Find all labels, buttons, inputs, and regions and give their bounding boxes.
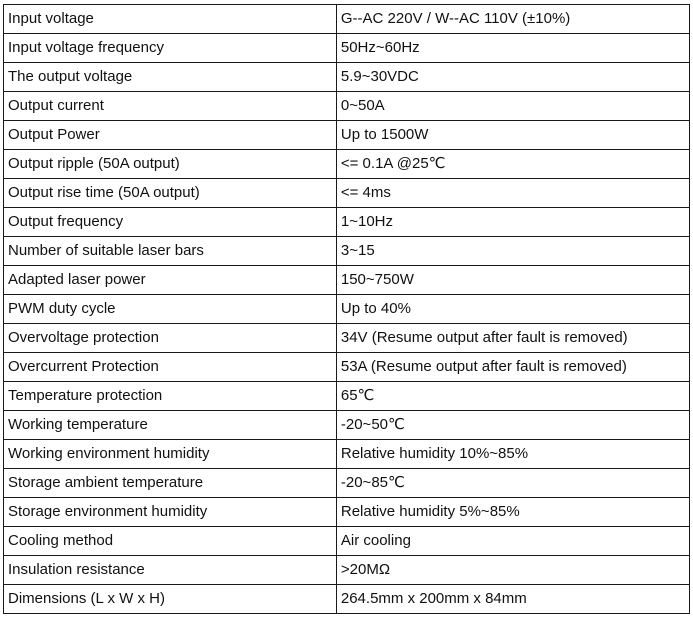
parameter-cell: PWM duty cycle xyxy=(4,295,337,324)
table-row xyxy=(4,556,690,585)
parameter-cell: Output ripple (50A output) xyxy=(4,150,337,179)
value-cell: 264.5mm x 200mm x 84mm xyxy=(336,585,689,614)
table-row xyxy=(4,324,690,353)
parameter-cell: Input voltage frequency xyxy=(4,34,337,63)
value-cell: 50Hz~60Hz xyxy=(336,34,689,63)
value-cell: Relative humidity 5%~85% xyxy=(336,498,689,527)
table-row xyxy=(4,179,690,208)
value-cell: 5.9~30VDC xyxy=(336,63,689,92)
parameter-cell: The output voltage xyxy=(4,63,337,92)
parameter-cell: Output current xyxy=(4,92,337,121)
value-cell: -20~50℃ xyxy=(336,411,689,440)
table-row xyxy=(4,295,690,324)
value-cell: <= 0.1A @25℃ xyxy=(336,150,689,179)
table-row xyxy=(4,411,690,440)
parameter-cell: Dimensions (L x W x H) xyxy=(4,585,337,614)
spec-table xyxy=(3,4,690,614)
parameter-cell: Working temperature xyxy=(4,411,337,440)
table-row xyxy=(4,92,690,121)
parameter-cell: Input voltage xyxy=(4,5,337,34)
spec-table-body xyxy=(4,5,690,614)
value-cell: 1~10Hz xyxy=(336,208,689,237)
parameter-cell: Working environment humidity xyxy=(4,440,337,469)
value-cell: 65℃ xyxy=(336,382,689,411)
table-row xyxy=(4,208,690,237)
table-row xyxy=(4,63,690,92)
value-cell: Relative humidity 10%~85% xyxy=(336,440,689,469)
table-row xyxy=(4,121,690,150)
table-row xyxy=(4,527,690,556)
value-cell: -20~85℃ xyxy=(336,469,689,498)
value-cell: <= 4ms xyxy=(336,179,689,208)
table-row xyxy=(4,237,690,266)
value-cell: Up to 40% xyxy=(336,295,689,324)
table-row xyxy=(4,5,690,34)
table-row xyxy=(4,266,690,295)
table-row xyxy=(4,382,690,411)
value-cell: Air cooling xyxy=(336,527,689,556)
parameter-cell: Temperature protection xyxy=(4,382,337,411)
value-cell: 34V (Resume output after fault is removed) xyxy=(336,324,689,353)
parameter-cell: Storage ambient temperature xyxy=(4,469,337,498)
table-row xyxy=(4,469,690,498)
parameter-cell: Number of suitable laser bars xyxy=(4,237,337,266)
parameter-cell: Output Power xyxy=(4,121,337,150)
table-row xyxy=(4,353,690,382)
parameter-cell: Insulation resistance xyxy=(4,556,337,585)
table-row xyxy=(4,34,690,63)
value-cell: 3~15 xyxy=(336,237,689,266)
table-row xyxy=(4,498,690,527)
table-row xyxy=(4,440,690,469)
value-cell: 150~750W xyxy=(336,266,689,295)
value-cell: 0~50A xyxy=(336,92,689,121)
parameter-cell: Overcurrent Protection xyxy=(4,353,337,382)
value-cell: >20MΩ xyxy=(336,556,689,585)
parameter-cell: Storage environment humidity xyxy=(4,498,337,527)
parameter-cell: Output rise time (50A output) xyxy=(4,179,337,208)
parameter-cell: Overvoltage protection xyxy=(4,324,337,353)
value-cell: Up to 1500W xyxy=(336,121,689,150)
table-row xyxy=(4,585,690,614)
table-row xyxy=(4,150,690,179)
parameter-cell: Adapted laser power xyxy=(4,266,337,295)
value-cell: 53A (Resume output after fault is removed) xyxy=(336,353,689,382)
parameter-cell: Output frequency xyxy=(4,208,337,237)
parameter-cell: Cooling method xyxy=(4,527,337,556)
value-cell: G--AC 220V / W--AC 110V (±10%) xyxy=(336,5,689,34)
